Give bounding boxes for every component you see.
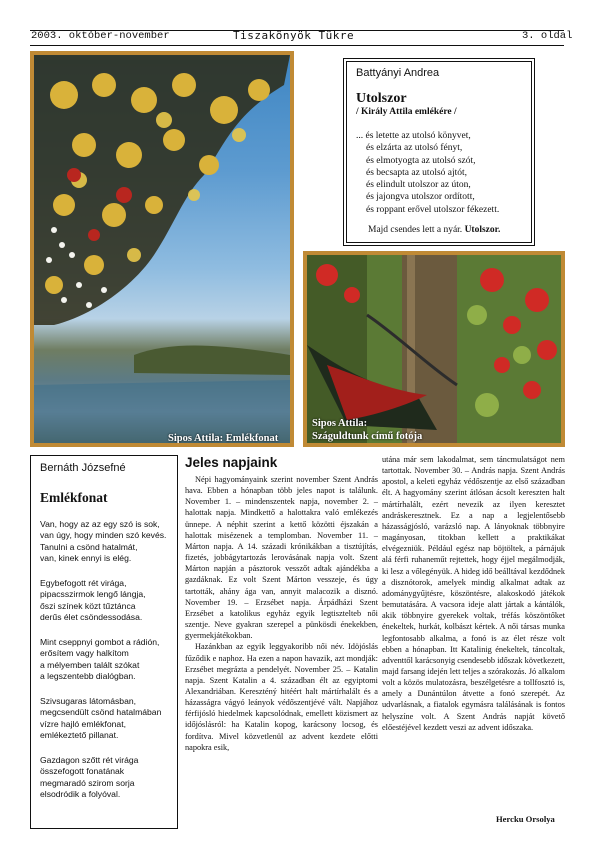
poem2-line: Van, hogy az az egy szó is sok,: [40, 519, 160, 529]
poem1-line: és jajongva utolszor ordított,: [366, 192, 475, 203]
poem2-title: Emlékfonat: [40, 490, 108, 505]
poem1-line: és elindult utolszor az úton,: [366, 180, 471, 191]
poem2-line: a legszentebb dialógban.: [40, 670, 136, 681]
poem1-last-word: Utolszor.: [464, 225, 501, 235]
poem1-line: és elzárta az utolsó fényt,: [366, 143, 463, 154]
poem2-line: emlékeztető pillanat.: [40, 729, 119, 740]
photo-autumn-river: [30, 51, 294, 447]
poem1-subtitle: / Király Attila emlékére /: [356, 107, 457, 117]
issue-date: 2003. október-november: [31, 30, 170, 42]
photo2-caption-line1: Sipos Attila:: [312, 418, 368, 429]
article-author: Hercku Orsolya: [496, 814, 555, 824]
article-column-1: [185, 474, 378, 826]
poem1-line: és roppant erővel utolszor fékezett.: [366, 204, 500, 215]
poem1-last-line: [368, 225, 500, 235]
poem2-line: összefogott fonatának: [40, 766, 125, 777]
poem2-line: pipacsszirmok lengő lángja,: [40, 589, 146, 600]
poem2-line: van, kinek ennyi is elég.: [40, 552, 132, 563]
poem2-stanza-5: [40, 755, 138, 800]
poem2-line: vízre hajló emlékfonat,: [40, 718, 126, 729]
newspaper-title: Tiszakönyök Tükre: [233, 29, 355, 42]
article-title: Jeles napjaink: [185, 455, 278, 470]
poem2-author: Bernáth Józsefné: [40, 462, 126, 474]
article-paragraph: Népi hagyományaink szerint november Szent András hava. Ebben a hónapban több jeles napot is találunk. November 1. – mindenszentek napja, november 2. – halottak napja. Mindkettő a halottakra való emlékezés ünnepe. A néphit szerint a kettő közötti éjszakán a halottak misézenek a templomban. November 11. – Márton napja. A 14. századi krónikákban a tisztújítás, fizetés, jobbágytartozás lerovásának napja volt. Szent Márton napján a pásztorok vesszőt adtak ajándékba a gazdáknak. Ez volt Szent Márton vesszeje, és úgy tartották, ahány ága van, annyit malacozik a disznó. November 19. – Erzsébet napja. Árpádházi Szent Erzsébet a katolikus egyház egyik legtisztelteb női szentje. Neve gyakran szerepel a pünkösdi énekekben, gyermekjátékokban.: [185, 475, 378, 641]
poem2-line: Gazdagon szőtt rét virága: [40, 755, 139, 765]
poem2-line: Szivsugaras látomásban,: [40, 696, 137, 706]
poem2-line: megmaradó szirom sorja: [40, 777, 135, 788]
autumn-leaves-graphic: [34, 55, 290, 443]
poem1-title: Utolszor: [356, 91, 407, 106]
article-column-2: [382, 454, 565, 814]
photo2-caption-line2: Száguldtunk című fotója: [312, 431, 423, 442]
poem2-stanza-4: [40, 696, 161, 741]
poem2-line: van úgy, hogy minden szó kevés.: [40, 530, 167, 541]
poem1-lines: [356, 130, 499, 216]
poem2-stanza-1: [40, 519, 166, 564]
poem1-line: és elmotyogta az utolsó szót,: [366, 155, 476, 166]
poem2-stanza-3: [40, 637, 159, 682]
poem2-line: elsodródik a folyóval.: [40, 788, 121, 799]
article-paragraph: utána már sem lakodalmat, sem táncmulatságot nem tartottak. November 30. – András napja. Szent András apostol, a keleti egyház védőszentje az első században élt. A hagyomány szerint átlósan ácsolt kereszten halt mártírhalált, ezért nevezik az ilyen keresztet andráskeresztnek. Ez a nap a legjelentősebb házasságjósló, varázsló nap. A lányoknak többnyire magányosan, titokban kellett a praktikákat elvégezniük. Például egész nap böjtöltek, a párnájuk alá férfi ruhaneműt rejtettek, hogy éjjel megálmodják, ki lesz a vőlegényük. A hideg idő beálltával kezdődnek a disznótorok, amelyek mindig alkalmat adtak az adománygyűjtésre, köszöntésre, alakoskodó játékok bemutatására. A vacsora ideje alatt jártak a kántálók, akik többnyire gyerekek voltak, tréfás köszöntőket énekeltek, hurkát, kolbászt kértek. A női társas munka legfontosabb alkalma, a fonó is az élet része volt ebben a hónapban. Itt Katalinig énekeltek, táncoltak, adventtől karácsonyig csendesebb időszak következett, majd farsang idején lett teljes a szórakozás. Jó alkalom volt a közös mulatozásra, beszélgetésre a tollfosztó is, amely a Dunántúlon átvette a fonó szerepét. Az udvarlásnak, a fiatalok egymásra találásának is fontos helyszíne volt. A Szent András napját követő előestéjével kezdett veszi az advent időszaka.: [382, 455, 565, 732]
bicycle-graphic: [307, 255, 561, 443]
photo-bicycle-geraniums: [303, 251, 565, 447]
poem1-last-text: Majd csendes lett a nyár.: [368, 225, 463, 235]
poem1-author: Battyányi Andrea: [356, 67, 440, 79]
poem2-line: derűs élet csöndessodása.: [40, 611, 143, 622]
poem2-line: Mint cseppnyi gombot a rádión,: [40, 637, 160, 647]
photo1-caption: Sipos Attila: Emlékfonat: [168, 433, 279, 443]
poem2-stanza-2: [40, 578, 146, 623]
poem2-line: megcsendült csönd hatalmában: [40, 707, 162, 718]
article-paragraph: Hazánkban az egyik leggyakoribb női név. Idöjóslás fűződik e naphoz. Ha ezen a napon havazik, azt mondják: Erzsébet megrázta a pendelyét. November 25. – Katalin napja. Szent Katalin a 4. században élt az egyiptomi Alexandriában. Kereszténý hitéért halt mártírhalált és a házasságra vágyó leányok védőszentjévé vált. Napjához férfijósló hiedelmek kapcsolódnak, emellett közismert az időjóslásról: ha Katalin kopog, karácsony locsog, és fordítva. Mivel közvetlenül az advent kezdete előtti napokra esik,: [185, 642, 378, 752]
poem2-line: erősítem vagy halkítom: [40, 648, 129, 659]
poem2-line: Tanulni a csönd hatalmát,: [40, 541, 138, 552]
poem2-line: Egybefogott rét virága,: [40, 578, 127, 588]
poem1-line: ... és letette az utolsó könyvet,: [356, 131, 471, 141]
poem2-line: őszi színek közt tűztánca: [40, 600, 136, 611]
page-number: 3. oldal: [522, 30, 573, 42]
poem1-line: és becsapta az utolsó ajtót,: [366, 167, 468, 178]
poem2-line: a mélyemben talált szókat: [40, 659, 140, 670]
